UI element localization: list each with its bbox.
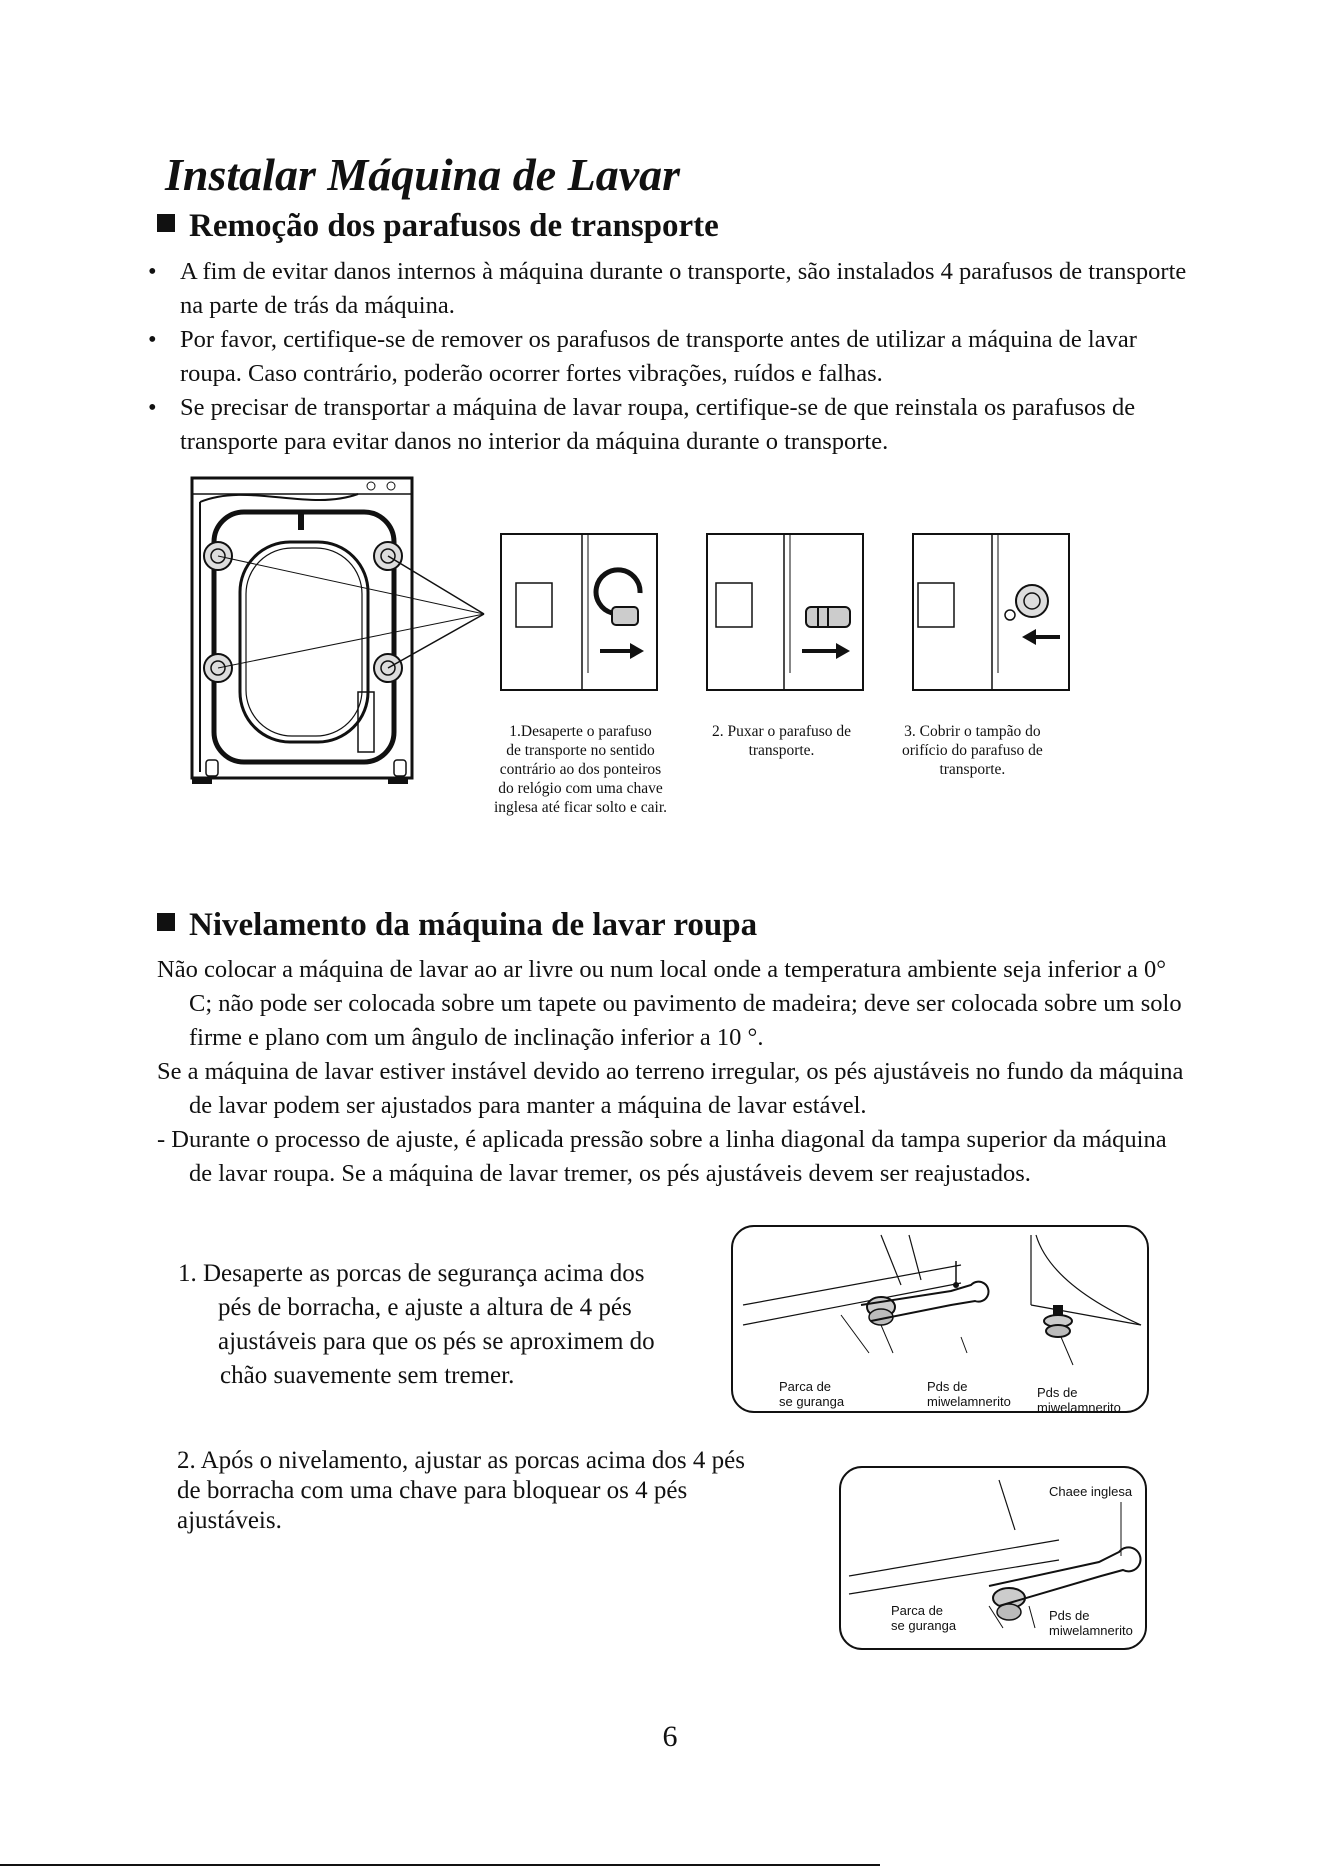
paragraph: Não colocar a máquina de lavar ao ar livre ou num local onde a temperatura ambiente seja inferior a 0° C; não pode ser colocada sobre um tapete ou pavimento de madeira; deve ser colocada sobre um solo firme e plano com um ângulo de inclinação inferior a 10 °. [157,956,1182,1051]
adjustable-feet-diagram [731,1225,1151,1415]
caption-line: transporte. [748,742,815,759]
caption-line: 3. Cobrir o tampão do [904,723,1041,740]
fig1-foot2-label-2: miwelamnerito [1037,1400,1121,1415]
step-line: pés de borracha, e ajuste a altura de 4 pés [218,1294,632,1321]
caption-line: de transporte no sentido [506,742,655,759]
paragraph: Se a máquina de lavar estiver instável devido ao terreno irregular, os pés ajustáveis no fundo da máquina de lavar podem ser ajustados para manter a máquina de lavar estável. [157,1058,1184,1119]
list-item: • Por favor, certifique-se de remover os parafusos de transporte antes de utilizar a máquina de lavar roupa. Caso contrário, poderão ocorrer fortes vibrações, ruídos e falhas. [148,323,1188,391]
paragraph: - Durante o processo de ajuste, é aplicada pressão sobre a linha diagonal da tampa superior da máquina de lavar roupa. Se a máquina de lavar tremer, os pés ajustáveis devem ser reajustados. [157,1126,1167,1187]
machine-back-diagram [188,472,428,802]
square-bullet-icon [157,214,175,232]
step3-caption [902,722,1043,779]
footer-rule [0,1864,880,1866]
list-item: • A fim de evitar danos internos à máquina durante o transporte, são instalados 4 parafusos de transporte na parte de trás da máquina. [148,255,1188,323]
caption-line: inglesa até ficar solto e cair. [494,799,668,816]
page-title: Instalar Máquina de Lavar [165,149,681,200]
leveling-step1 [178,1257,655,1393]
step3-cap-diagram [912,533,1072,693]
step-line: ajustáveis. [177,1507,282,1534]
caption-line: 1.Desaperte o parafuso [509,723,652,740]
section-heading-text: Nivelamento da máquina de lavar roupa [189,907,758,943]
section-heading-leveling [157,907,757,944]
fig2-foot-label-2: miwelamnerito [1049,1623,1133,1638]
fig1-nut-label-1: Parca de [779,1379,832,1394]
fig1-foot-label-2: miwelamnerito [927,1394,1011,1409]
transport-bolt-list [148,255,1188,459]
fig2-foot-label-1: Pds de [1049,1608,1090,1623]
square-bullet-icon [157,913,175,931]
step-line: ajustáveis para que os pés se aproximem do [218,1328,655,1355]
section-heading-transport-bolts [157,208,719,245]
step1-unscrew-diagram [500,533,660,693]
step-line: de borracha com uma chave para bloquear os 4 pés [177,1477,688,1504]
fig1-nut-label-2: se guranga [779,1394,845,1409]
step-line: 1. Desaperte as porcas de segurança acima dos [178,1260,645,1287]
step-line: 2. Após o nivelamento, ajustar as porcas acima dos 4 pés [177,1447,745,1474]
fig2-nut-label-1: Parca de [891,1603,944,1618]
wrench-lock-diagram [839,1466,1149,1650]
caption-line: do relógio com uma chave [498,780,663,797]
list-item: • Se precisar de transportar a máquina de lavar roupa, certifique-se de que reinstala os parafusos de transporte para evitar danos no interior da máquina durante o transporte. [148,391,1188,459]
fig2-wrench-label: Chaee inglesa [1049,1484,1133,1499]
caption-line: contrário ao dos ponteiros [499,761,662,778]
leveling-paragraphs [157,953,1192,1191]
step2-caption [712,722,851,760]
step2-pull-bolt-diagram [706,533,866,693]
caption-line: 2. Puxar o parafuso de [712,723,852,740]
fig2-nut-label-2: se guranga [891,1618,957,1633]
leveling-step2 [177,1446,745,1536]
fig1-foot2-label-1: Pds de [1037,1385,1078,1400]
fig1-foot-label-1: Pds de [927,1379,968,1394]
caption-line: orifício do parafuso de [902,742,1043,759]
step1-caption [494,722,667,817]
caption-line: transporte. [939,761,1006,778]
section-heading-text: Remoção dos parafusos de transporte [189,208,719,244]
page-number: 6 [662,1720,678,1753]
step-line: chão suavemente sem tremer. [220,1362,515,1389]
